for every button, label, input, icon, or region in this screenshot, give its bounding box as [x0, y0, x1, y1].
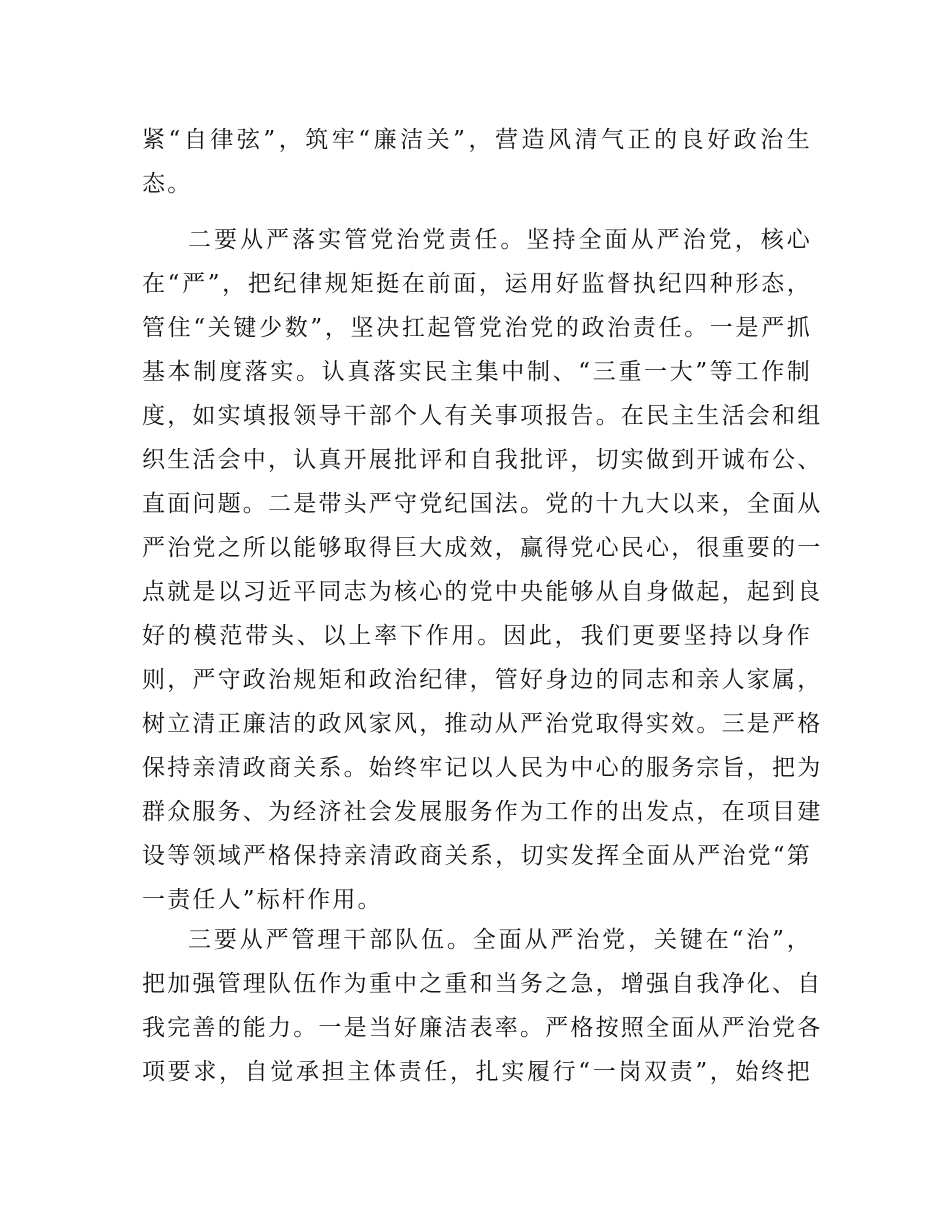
text-line: 把加强管理队伍作为重中之重和当务之急，增强自我净化、自 — [142, 971, 823, 997]
text-line: 一责任人”标杆作用。 — [142, 887, 383, 913]
text-line: 在“严”，把纪律规矩挺在前面，运用好监督执纪四种形态， — [142, 271, 812, 297]
text-line: 保持亲清政商关系。始终牢记以人民为中心的服务宗旨，把为 — [142, 755, 823, 781]
text-line: 紧“自律弦”，筑牢“廉洁关”，营造风清气正的良好政治生 — [142, 127, 812, 153]
paragraph-3 — [142, 918, 823, 1094]
text-line: 项要求，自觉承担主体责任，扎实履行“一岗双责”，始终把 — [142, 1059, 812, 1085]
text-line: 群众服务、为经济社会发展服务作为工作的出发点，在项目建 — [142, 799, 823, 825]
text-line: 织生活会中，认真开展批评和自我批评，切实做到开诚布公、 — [142, 447, 823, 473]
paragraph-1 — [142, 118, 812, 206]
text-line: 基本制度落实。认真落实民主集中制、“三重一大”等工作制 — [142, 359, 812, 385]
paragraph-2 — [142, 218, 823, 922]
text-line: 度，如实填报领导干部个人有关事项报告。在民主生活会和组 — [142, 403, 823, 429]
text-line: 直面问题。二是带头严守党纪国法。党的十九大以来，全面从 — [142, 491, 823, 517]
text-line: 三要从严管理干部队伍。全面从严治党，关键在“治”， — [188, 927, 812, 953]
text-line: 树立清正廉洁的政风家风，推动从严治党取得实效。三是严格 — [142, 711, 823, 737]
text-line: 态。 — [142, 171, 193, 197]
text-line: 管住“关键少数”，坚决扛起管党治党的政治责任。一是严抓 — [142, 315, 812, 341]
text-line: 则，严守政治规矩和政治纪律，管好身边的同志和亲人家属， — [142, 667, 823, 693]
text-line: 好的模范带头、以上率下作用。因此，我们更要坚持以身作 — [142, 623, 812, 649]
text-line: 点就是以习近平同志为核心的党中央能够从自身做起，起到良 — [142, 579, 823, 605]
text-line: 严治党之所以能够取得巨大成效，赢得党心民心，很重要的一 — [142, 535, 823, 561]
text-line: 二要从严落实管党治党责任。坚持全面从严治党，核心 — [188, 227, 812, 253]
text-line: 设等领域严格保持亲清政商关系，切实发挥全面从严治党“第 — [142, 843, 812, 869]
text-line: 我完善的能力。一是当好廉洁表率。严格按照全面从严治党各 — [142, 1015, 823, 1041]
